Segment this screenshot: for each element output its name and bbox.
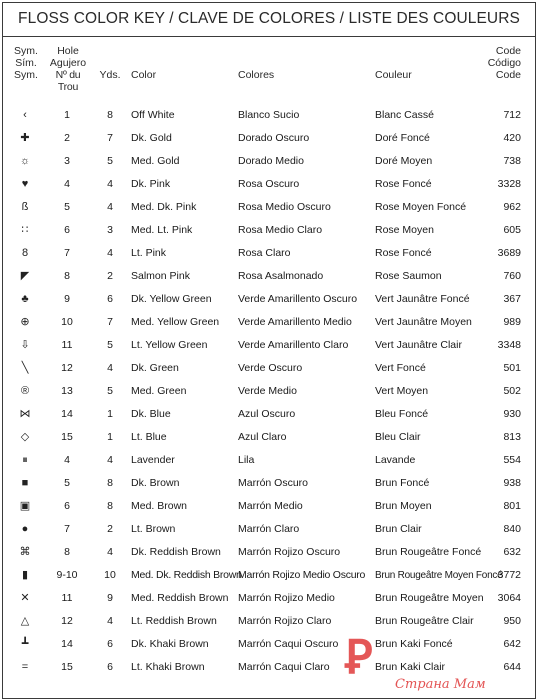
row-yards: 3 [107, 224, 113, 236]
row-yards: 8 [107, 477, 113, 489]
floss-color-key [2, 2, 536, 699]
row-color-es: Marrón Oscuro [238, 477, 309, 489]
table-row [3, 334, 535, 357]
row-hole: 14 [61, 408, 73, 420]
row-code: 801 [503, 500, 521, 512]
row-code: 605 [503, 224, 521, 236]
row-hole: 13 [61, 385, 73, 397]
watermark-logo: Ꝑ [345, 630, 373, 684]
row-symbol-icon: ◤ [20, 270, 30, 282]
row-color-en: Med. Yellow Green [131, 316, 220, 328]
watermark-label: Страна Мам [395, 677, 486, 692]
row-color-fr: Vert Jaunâtre Moyen [375, 316, 472, 328]
row-color-fr: Doré Moyen [375, 155, 433, 167]
row-color-fr: Brun Foncé [375, 477, 430, 489]
row-color-es: Verde Amarillento Medio [238, 316, 352, 328]
row-yards: 9 [107, 592, 113, 604]
row-color-es: Lila [238, 454, 255, 466]
row-color-en: Dk. Gold [131, 132, 172, 144]
row-code: 962 [503, 201, 521, 213]
row-color-en: Salmon Pink [131, 270, 190, 282]
table-row [3, 380, 535, 403]
table-row [3, 311, 535, 334]
table-row [3, 518, 535, 541]
table-row [3, 265, 535, 288]
row-code: 950 [503, 615, 521, 627]
table-row [3, 564, 535, 587]
row-symbol-icon: △ [20, 615, 30, 627]
row-color-en: Med. Reddish Brown [131, 592, 229, 604]
row-code: 501 [503, 362, 521, 374]
header-hole [45, 45, 91, 93]
row-color-en: Med. Gold [131, 155, 180, 167]
row-code: 3064 [497, 592, 521, 604]
header-color: Color [131, 69, 157, 81]
row-color-en: Med. Dk. Pink [131, 201, 197, 213]
row-yards: 4 [107, 362, 113, 374]
row-color-fr: Rose Foncé [375, 178, 432, 190]
row-color-en: Dk. Yellow Green [131, 293, 212, 305]
row-yards: 4 [107, 201, 113, 213]
row-color-en: Lt. Khaki Brown [131, 661, 205, 673]
watermark [337, 630, 537, 694]
row-color-es: Rosa Medio Claro [238, 224, 323, 236]
row-color-fr: Brun Kaki Clair [375, 661, 446, 673]
row-hole: 8 [64, 546, 70, 558]
row-color-fr: Brun Moyen [375, 500, 432, 512]
header-code-en: Code [495, 45, 521, 57]
row-yards: 7 [107, 316, 113, 328]
row-color-en: Lt. Reddish Brown [131, 615, 217, 627]
title-divider [3, 36, 535, 37]
row-code: 738 [503, 155, 521, 167]
row-yards: 5 [107, 385, 113, 397]
row-yards: 6 [107, 661, 113, 673]
row-hole: 8 [64, 270, 70, 282]
row-code: 632 [503, 546, 521, 558]
row-color-en: Lt. Brown [131, 523, 176, 535]
table-row [3, 127, 535, 150]
header-symbol-es: Sím. [15, 57, 37, 69]
row-color-fr: Blanc Cassé [375, 109, 434, 121]
row-color-fr: Vert Jaunâtre Clair [375, 339, 462, 351]
row-color-en: Med. Dk. Reddish Brown [131, 569, 242, 581]
header-hole-fr: Nº du Trou [55, 69, 81, 93]
row-hole: 5 [64, 201, 70, 213]
row-color-fr: Bleu Foncé [375, 408, 429, 420]
row-color-fr: Rose Foncé [375, 247, 432, 259]
row-yards: 4 [107, 454, 113, 466]
header-colores: Colores [238, 69, 275, 81]
row-color-en: Dk. Brown [131, 477, 180, 489]
row-color-es: Marrón Rojizo Claro [238, 615, 332, 627]
row-code: 367 [503, 293, 521, 305]
row-color-fr: Brun Clair [375, 523, 422, 535]
row-hole: 9-10 [56, 569, 78, 581]
row-yards: 1 [107, 431, 113, 443]
row-symbol-icon: ⋈ [19, 408, 31, 420]
table-row [3, 403, 535, 426]
row-hole: 3 [64, 155, 70, 167]
row-color-en: Med. Brown [131, 500, 188, 512]
row-color-en: Dk. Reddish Brown [131, 546, 221, 558]
row-color-en: Med. Lt. Pink [131, 224, 193, 236]
row-color-es: Blanco Sucio [238, 109, 300, 121]
row-code: 3328 [497, 178, 521, 190]
row-color-es: Verde Medio [238, 385, 297, 397]
row-hole: 4 [64, 454, 70, 466]
row-code: 554 [503, 454, 521, 466]
row-symbol-icon: ‹ [23, 109, 27, 121]
row-code: 840 [503, 523, 521, 535]
row-color-es: Dorado Oscuro [238, 132, 310, 144]
row-yards: 4 [107, 615, 113, 627]
header-symbol [9, 45, 43, 81]
page-title: FLOSS COLOR KEY / CLAVE DE COLORES / LISTE DES COULEURS [18, 10, 520, 27]
row-color-es: Marrón Rojizo Oscuro [238, 546, 341, 558]
row-yards: 5 [107, 339, 113, 351]
row-color-en: Dk. Khaki Brown [131, 638, 209, 650]
row-color-es: Rosa Claro [238, 247, 291, 259]
row-yards: 5 [107, 155, 113, 167]
row-symbol-icon: ▣ [19, 500, 31, 512]
table-row [3, 587, 535, 610]
row-color-es: Marrón Claro [238, 523, 300, 535]
row-hole: 7 [64, 523, 70, 535]
row-hole: 12 [61, 615, 73, 627]
row-hole: 6 [64, 500, 70, 512]
row-hole: 12 [61, 362, 73, 374]
header-couleur: Couleur [375, 69, 412, 81]
table-row [3, 472, 535, 495]
row-yards: 1 [107, 408, 113, 420]
row-code: 712 [503, 109, 521, 121]
header-hole-es: Agujero [49, 57, 87, 69]
header-code-es: Código [487, 57, 521, 69]
row-symbol-icon: ⏸ [22, 454, 28, 466]
row-yards: 7 [107, 132, 113, 144]
table-row [3, 495, 535, 518]
row-symbol-icon: = [21, 661, 29, 673]
row-color-es: Rosa Medio Oscuro [238, 201, 331, 213]
row-symbol-icon: ✚ [20, 132, 30, 144]
row-color-en: Lavender [131, 454, 175, 466]
row-color-es: Marrón Caqui Oscuro [238, 638, 339, 650]
header-hole-en: Hole [57, 45, 79, 57]
row-color-en: Off White [131, 109, 175, 121]
row-yards: 4 [107, 546, 113, 558]
row-symbol-icon: ◇ [20, 431, 30, 443]
row-color-fr: Rose Saumon [375, 270, 442, 282]
row-symbol-icon: ⇩ [20, 339, 30, 351]
row-symbol-icon: ┻ [21, 638, 29, 650]
table-row [3, 610, 535, 633]
row-hole: 14 [61, 638, 73, 650]
row-code: 420 [503, 132, 521, 144]
row-hole: 7 [64, 247, 70, 259]
row-color-es: Marrón Rojizo Medio [238, 592, 335, 604]
row-color-es: Rosa Oscuro [238, 178, 300, 190]
row-yards: 2 [107, 270, 113, 282]
table-row [3, 104, 535, 127]
row-code: 989 [503, 316, 521, 328]
row-color-es: Marrón Medio [238, 500, 303, 512]
row-symbol-icon: ♥ [21, 178, 29, 190]
row-symbol-icon: ▮ [21, 569, 29, 581]
table-row [3, 357, 535, 380]
row-hole: 10 [61, 316, 73, 328]
row-color-en: Lt. Yellow Green [131, 339, 208, 351]
table-row [3, 449, 535, 472]
table-row [3, 426, 535, 449]
row-color-es: Verde Amarillento Oscuro [238, 293, 358, 305]
row-color-es: Marrón Caqui Claro [238, 661, 330, 673]
row-yards: 6 [107, 638, 113, 650]
row-color-fr: Doré Foncé [375, 132, 430, 144]
row-hole: 5 [64, 477, 70, 489]
row-symbol-icon: ∷ [21, 224, 29, 236]
row-code: 3689 [497, 247, 521, 259]
row-symbol-icon: ✕ [20, 592, 30, 604]
row-color-es: Azul Claro [238, 431, 287, 443]
row-code: 644 [503, 661, 521, 673]
row-yards: 2 [107, 523, 113, 535]
row-yards: 6 [107, 293, 113, 305]
row-color-en: Dk. Green [131, 362, 179, 374]
table-row [3, 242, 535, 265]
row-color-fr: Brun Rougeâtre Foncé [375, 546, 482, 558]
table-row [3, 288, 535, 311]
row-code: 3348 [497, 339, 521, 351]
row-color-fr: Brun Rougeâtre Clair [375, 615, 474, 627]
row-color-en: Dk. Blue [131, 408, 171, 420]
row-color-fr: Brun Kaki Foncé [375, 638, 453, 650]
row-symbol-icon: ☼ [19, 155, 31, 167]
row-code: 3772 [497, 569, 521, 581]
row-hole: 6 [64, 224, 70, 236]
row-hole: 15 [61, 661, 73, 673]
row-symbol-icon: ⌘ [19, 546, 31, 558]
header-yards: Yds. [99, 69, 121, 81]
table-row [3, 219, 535, 242]
row-hole: 2 [64, 132, 70, 144]
row-code: 938 [503, 477, 521, 489]
header-code [461, 45, 521, 81]
row-color-es: Verde Amarillento Claro [238, 339, 349, 351]
row-color-es: Marrón Rojizo Medio Oscuro [238, 569, 366, 581]
row-yards: 10 [104, 569, 116, 581]
row-symbol-icon: ╲ [21, 362, 29, 374]
row-color-en: Med. Green [131, 385, 187, 397]
row-hole: 11 [61, 592, 73, 604]
row-symbol-icon: ß [21, 201, 29, 213]
row-color-fr: Brun Rougeâtre Moyen [375, 592, 484, 604]
row-color-fr: Vert Jaunâtre Foncé [375, 293, 470, 305]
row-hole: 4 [64, 178, 70, 190]
table-row [3, 196, 535, 219]
row-color-es: Rosa Asalmonado [238, 270, 324, 282]
row-color-fr: Vert Moyen [375, 385, 429, 397]
row-yards: 8 [107, 109, 113, 121]
row-hole: 11 [61, 339, 73, 351]
row-symbol-icon: ♣ [21, 293, 29, 305]
row-color-en: Lt. Pink [131, 247, 167, 259]
header-code-fr: Code [495, 69, 521, 81]
row-color-fr: Rose Moyen Foncé [375, 201, 467, 213]
row-code: 642 [503, 638, 521, 650]
row-color-es: Dorado Medio [238, 155, 304, 167]
row-color-en: Lt. Blue [131, 431, 167, 443]
row-yards: 8 [107, 500, 113, 512]
row-hole: 1 [64, 109, 70, 121]
row-symbol-icon: ® [20, 385, 30, 397]
row-code: 502 [503, 385, 521, 397]
row-color-fr: Vert Foncé [375, 362, 426, 374]
row-hole: 15 [61, 431, 73, 443]
row-color-fr: Rose Moyen [375, 224, 434, 236]
row-code: 930 [503, 408, 521, 420]
row-color-fr: Lavande [375, 454, 416, 466]
row-color-en: Dk. Pink [131, 178, 171, 190]
row-color-es: Azul Oscuro [238, 408, 296, 420]
row-hole: 9 [64, 293, 70, 305]
row-yards: 4 [107, 178, 113, 190]
row-symbol-icon: ■ [21, 477, 29, 489]
row-symbol-icon: ● [21, 523, 29, 535]
table-row [3, 541, 535, 564]
row-color-es: Verde Oscuro [238, 362, 303, 374]
row-symbol-icon: 8 [21, 247, 29, 259]
row-code: 760 [503, 270, 521, 282]
row-symbol-icon: ⊕ [20, 316, 30, 328]
row-color-fr: Bleu Clair [375, 431, 421, 443]
header-symbol-fr: Sym. [14, 69, 38, 81]
row-code: 813 [503, 431, 521, 443]
table-row [3, 150, 535, 173]
row-yards: 4 [107, 247, 113, 259]
row-color-fr: Brun Rougeâtre Moyen Foncé [375, 570, 503, 581]
header-symbol-en: Sym. [14, 45, 38, 57]
table-row [3, 173, 535, 196]
